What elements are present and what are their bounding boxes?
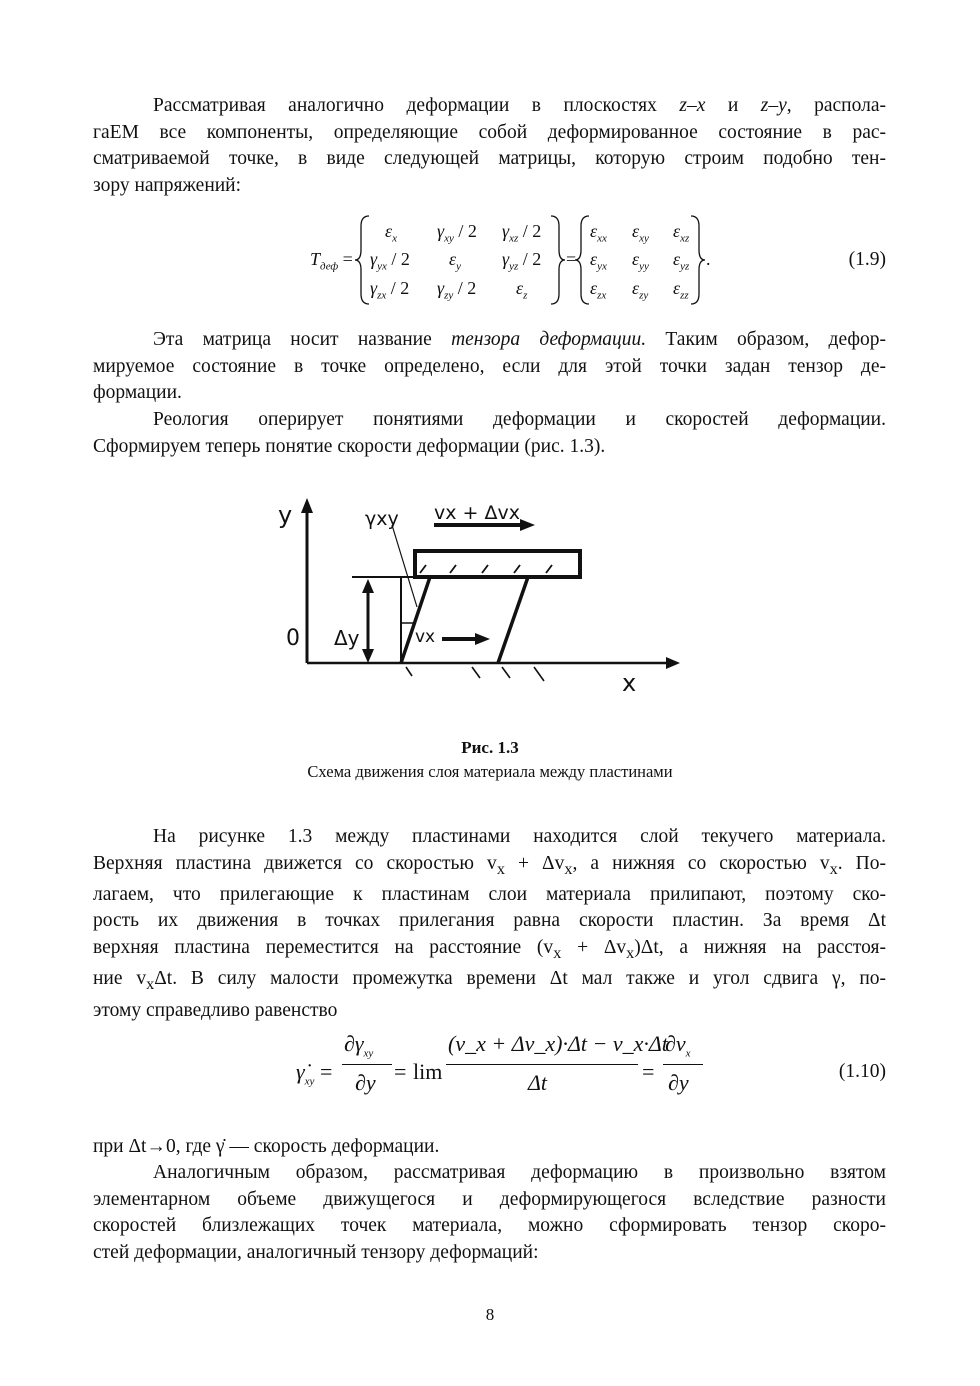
eq19-b11: $\varepsilon_{xx}$ (590, 221, 607, 245)
paragraph-2 (93, 327, 886, 407)
page-number: 8 (485, 1305, 495, 1324)
paragraph-5 (93, 1134, 886, 1161)
eq19-a21: $\gamma_{yx} / 2$ (370, 249, 410, 273)
eq19-b21: $\varepsilon_{yx}$ (590, 249, 607, 273)
eq110-frac1-bar (342, 1064, 392, 1065)
p1-line-4: зору напряжений: (93, 174, 242, 196)
eq110-frac1-den: ∂y (355, 1070, 376, 1095)
shear-line-left (401, 577, 430, 663)
eq19-equals: = (566, 249, 577, 269)
p5-line-1: при Δt→0, где γ̇ — скорость деформации. (93, 1136, 440, 1157)
p6-line-4: стей деформации, аналогичный тензору деформаций: (93, 1241, 539, 1263)
eq19-number: (1.9) (848, 249, 886, 270)
bottom-velocity-label: vx (415, 627, 436, 647)
p3-line-1: Реология оперирует понятиями деформации и скоростей деформации. (153, 409, 886, 430)
eq110-number: (1.10) (838, 1061, 886, 1082)
p4-line-1: На рисунке 1.3 между пластинами находится слой текучего материала. (153, 826, 886, 847)
eq19-b33: $\varepsilon_{zz}$ (673, 278, 689, 302)
eq110-equals-1: = (394, 1059, 407, 1084)
p1-line-3: сматриваемой точке, в виде следующей матрицы, которую строим подобно тен- (93, 148, 886, 169)
figure-caption-title: Рис. 1.3 (461, 738, 519, 757)
eq19-a22: $\varepsilon_y$ (449, 249, 461, 273)
top-velocity-arrowhead (520, 519, 535, 531)
gamma-label: γxy (365, 508, 399, 530)
p6-line-2: элементарном объеме движущегося и деформирующегося вследствие разности (93, 1188, 886, 1210)
eq110-frac2-bar (446, 1064, 638, 1065)
p4-line-2: Верхняя пластина движется со скоростью $v_x + \Delta v_x$, а нижняя со скоростью $v_x$. По- (93, 852, 887, 878)
paragraph-4 (93, 824, 886, 1024)
origin-label: 0 (286, 626, 300, 651)
p4-line-4: рость их движения в точках прилегания равна скорости пластин. За время Δt (93, 910, 886, 932)
delta-y-label: Δy (334, 626, 360, 650)
eq110-frac3-bar (663, 1064, 703, 1065)
eq19-period: . (706, 249, 711, 269)
p4-line-7: этому справедливо равенство (93, 999, 338, 1021)
top-plate (415, 551, 580, 577)
eq19-b23: $\varepsilon_{yz}$ (673, 249, 690, 273)
eq19-a11: $\varepsilon_x$ (385, 221, 397, 245)
eq19-a12: $\gamma_{xy} / 2$ (437, 221, 477, 245)
figure-caption-text: Схема движения слоя материала между пластинами (307, 762, 673, 781)
eq19-b12: $\varepsilon_{xy}$ (632, 221, 649, 245)
dy-arrow-bottom (362, 649, 374, 663)
eq19-lhs: $T_{деф}$ = (310, 249, 353, 273)
eq110-frac3-num: $\partial v_x$ (665, 1031, 691, 1060)
paragraph-3 (93, 407, 886, 460)
p2-line-3: формации. (93, 382, 182, 403)
eq110-frac2-num: (v_x + Δv_x)·Δt − v_x·Δt (448, 1031, 668, 1056)
p3-line-2: Сформируем теперь понятие скорости деформации (рис. 1.3). (93, 435, 606, 457)
eq19-a33: $\varepsilon_z$ (516, 278, 528, 302)
p4-line-5: верхняя пластина переместится на расстояние $(v_x + \Delta v_x)\Delta t$, а нижняя на расстоя- (93, 936, 886, 962)
eq110-frac1-num: $\partial\gamma_{xy}$ (344, 1031, 374, 1060)
eq110-frac3-den: ∂y (668, 1070, 689, 1095)
x-axis-label: x (622, 669, 637, 697)
top-plate-hatching (420, 565, 552, 573)
p1-line-1: Рассматривая аналогично деформации в плоскостях z–x и z–y, распола- (153, 95, 886, 116)
paragraph-1 (93, 93, 886, 199)
p6-line-3: скоростей близлежащих точек материала, можно сформировать тензор скоро- (93, 1215, 886, 1236)
figure-1-3 (270, 495, 700, 700)
top-velocity-label: vx + Δvx (434, 502, 520, 524)
eq19-b31: $\varepsilon_{zx}$ (590, 278, 607, 302)
eq19-a23: $\gamma_{yz} / 2$ (502, 249, 542, 273)
eq19-a13: $\gamma_{xz} / 2$ (502, 221, 542, 245)
p4-line-6: ние $v_x\Delta t$. В силу малости промежутка времени Δt мал также и угол сдвига γ, по- (93, 968, 886, 994)
x-axis-arrow (666, 657, 680, 669)
eq19-b13: $\varepsilon_{xz}$ (673, 221, 690, 245)
dy-arrow-top (362, 579, 374, 593)
eq110-equals-2: = (642, 1059, 655, 1084)
y-axis-arrow (301, 498, 313, 513)
eq110-frac2-den: Δt (528, 1070, 548, 1095)
bottom-velocity-arrowhead (475, 633, 490, 645)
p2-line-2: мируемое состояние в точке определено, если для этой точки задан тензор де- (93, 355, 886, 377)
eq110-lim: lim (413, 1059, 443, 1084)
eq19-a31: $\gamma_{zx} / 2$ (370, 278, 410, 302)
y-axis-label: y (278, 501, 293, 529)
eq19-b22: $\varepsilon_{yy}$ (632, 249, 649, 273)
p2-line-1: Эта матрица носит название тензора деформации. Таким образом, дефор- (153, 329, 886, 350)
eq110-lhs: $\gammȧ_{xy}$ = (296, 1059, 333, 1088)
shear-line-right (498, 577, 528, 663)
bottom-plate-hatching (406, 667, 544, 681)
eq19-b32: $\varepsilon_{zy}$ (632, 278, 649, 302)
p4-line-3: лагаем, что прилегающие к пластинам слои материала прилипают, поэтому ско- (93, 883, 886, 905)
eq19-a32: $\gamma_{zy} / 2$ (437, 278, 477, 302)
p6-line-1: Аналогичным образом, рассматривая деформацию в произвольно взятом (153, 1162, 886, 1183)
p1-line-2: гаЕМ все компоненты, определяющие собой деформированное состояние в рас- (93, 121, 886, 143)
paragraph-6 (93, 1160, 886, 1266)
